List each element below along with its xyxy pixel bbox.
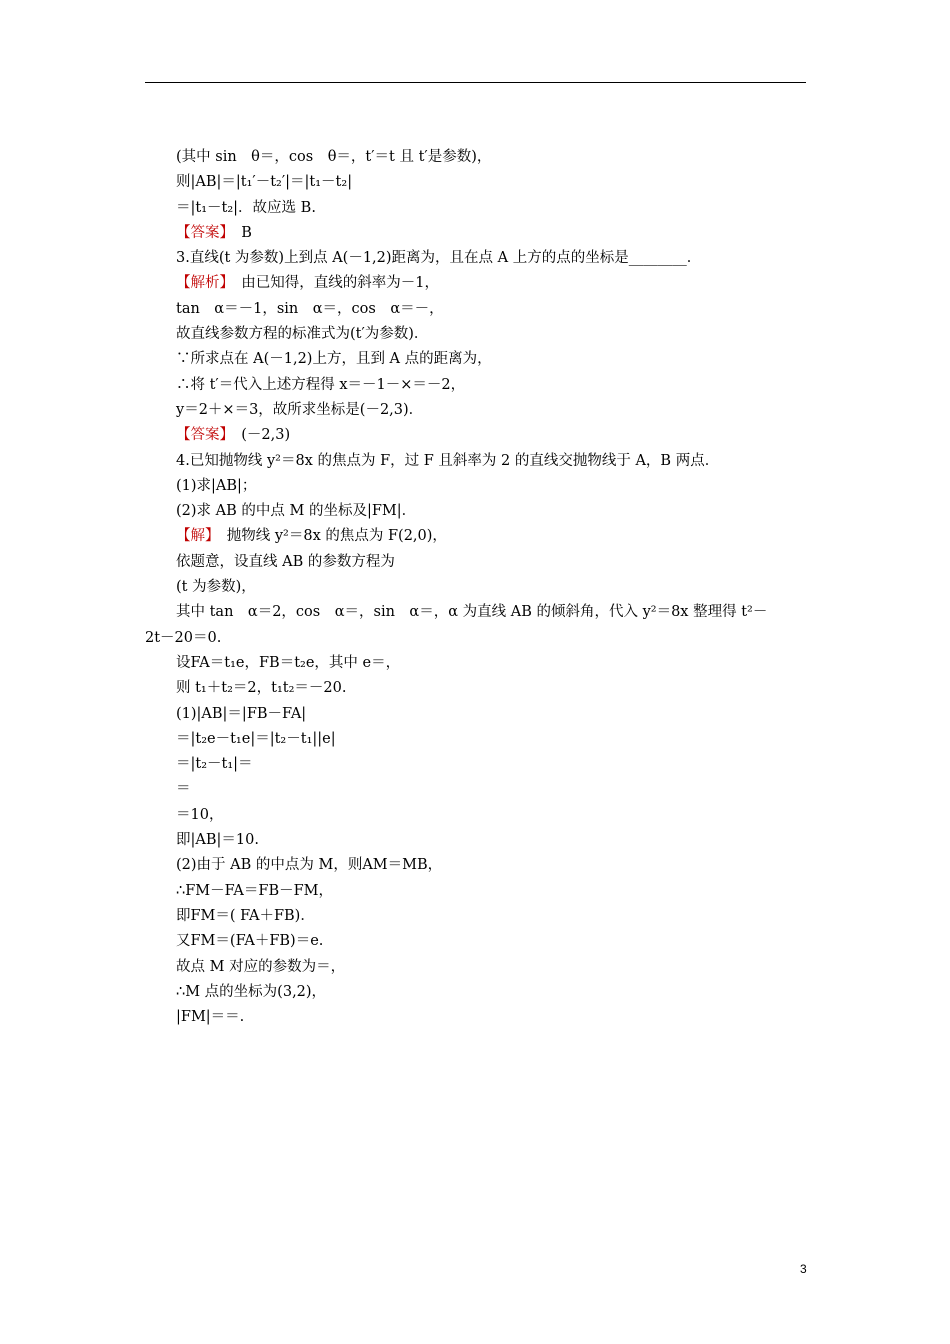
- answer-tag: 【答案】: [176, 224, 227, 241]
- header-rule: [145, 82, 806, 83]
- text-line: ∴将 t′＝代入上述方程得 x＝－1－×＝－2，: [176, 376, 466, 393]
- text-line: ＝: [176, 781, 191, 798]
- text-line: 2t－20＝0.: [145, 629, 222, 646]
- text-line: ∴M 点的坐标为(3,2)，: [176, 983, 327, 1000]
- analysis-tag: 【解析】: [176, 275, 227, 292]
- text-line: 故点 M 对应的参数为＝，: [176, 958, 346, 975]
- text-line: y＝2＋×＝3，故所求坐标是(－2,3)．: [176, 401, 424, 418]
- text-line: ＝|t₁－t₂|．故应选 B.: [176, 199, 316, 216]
- answer-tag: 【答案】: [176, 427, 227, 444]
- answer-line: [145, 423, 806, 448]
- text-line: (1)求|AB|；: [176, 477, 257, 494]
- solution-tag: 【解】: [176, 528, 213, 545]
- text-line: (其中 sin θ＝，cos θ＝，t′＝t 且 t′是参数)，: [176, 149, 492, 165]
- analysis-text: 由已知得，直线的斜率为－1，: [226, 275, 439, 292]
- answer-text: (－2,3): [226, 427, 291, 444]
- text-line: |FM|＝＝.: [176, 1009, 245, 1026]
- solution-line: [145, 524, 806, 549]
- text-line: (1)|AB|＝|FB－FA|: [176, 705, 307, 722]
- text-line: ∴FM－FA＝FB－FM，: [176, 882, 334, 899]
- text-line: 则|AB|＝|t₁′－t₂′|＝|t₁－t₂|: [176, 174, 353, 191]
- text-line: ∵所求点在 A(－1,2)上方，且到 A 点的距离为，: [176, 351, 492, 368]
- text-line: 设FA＝t₁e，FB＝t₂e，其中 e＝，: [176, 654, 401, 671]
- question-3: 3.直线(t 为参数)上到点 A(－1,2)距离为，且在点 A 上方的点的坐标是________．: [176, 250, 702, 267]
- text-line: ＝|t₂－t₁|＝: [176, 756, 253, 773]
- text-line: 故直线参数方程的标准式为(t′为参数)．: [176, 326, 429, 343]
- text-line: 即|AB|＝10.: [176, 832, 259, 849]
- solution-text: 抛物线 y²＝8x 的焦点为 F(2,0)，: [212, 528, 447, 545]
- question-4: 4.已知抛物线 y²＝8x 的焦点为 F，过 F 且斜率为 2 的直线交抛物线于 A，B 两点．: [176, 452, 720, 469]
- text-line: (2)由于 AB 的中点为 M，则AM＝MB，: [176, 857, 443, 874]
- text-line: 其中 tan α＝2，cos α＝，sin α＝，α 为直线 AB 的倾斜角，代入 y²＝8x 整理得 t²－: [176, 604, 768, 621]
- text-line: 则 t₁＋t₂＝2，t₁t₂＝－20.: [176, 680, 347, 697]
- page-number: 3: [800, 1262, 807, 1276]
- analysis-line: [145, 271, 806, 296]
- text-line: 即FM＝( FA＋FB)．: [176, 907, 315, 924]
- answer-text: B: [226, 224, 252, 241]
- answer-line: [145, 221, 806, 246]
- text-line: tan α＝－1，sin α＝，cos α＝－，: [176, 300, 444, 317]
- text-line: ＝|t₂e－t₁e|＝|t₂－t₁||e|: [176, 730, 336, 747]
- text-line: 又FM＝(FA＋FB)＝e.: [176, 933, 324, 950]
- text-line: 依题意，设直线 AB 的参数方程为: [176, 553, 395, 570]
- text-line: (t 为参数)，: [176, 579, 256, 596]
- text-line: ＝10，: [176, 806, 224, 823]
- text-line: (2)求 AB 的中点 M 的坐标及|FM|．: [176, 503, 417, 520]
- document-body: [145, 145, 806, 1030]
